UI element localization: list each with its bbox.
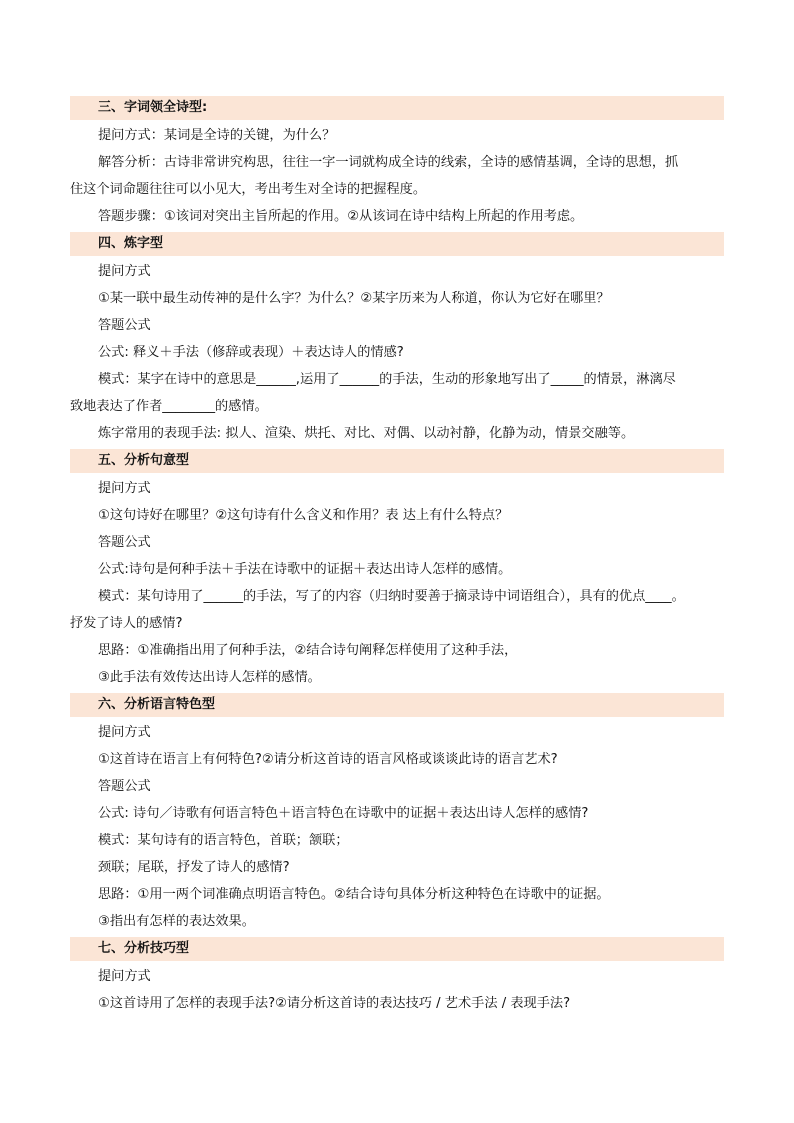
paragraph-line: 模式：某句诗有的语言特色，首联；颔联； bbox=[98, 833, 349, 848]
paragraph-line: ①这句诗好在哪里？②这句诗有什么含义和作用？表 达上有什么特点？ bbox=[98, 508, 509, 523]
section-heading: 七、分析技巧型 bbox=[70, 937, 724, 961]
paragraph-line: 答题公式 bbox=[98, 535, 151, 550]
document-page bbox=[70, 94, 724, 1017]
paragraph-line: 思路：①准确指出用了何种手法，②结合诗句阐释怎样使用了这种手法， bbox=[98, 643, 518, 658]
paragraph-line: 致地表达了作者________的感情。 bbox=[70, 399, 268, 414]
paragraph-line: 提问方式 bbox=[98, 725, 151, 740]
paragraph-line: 抒发了诗人的感情? bbox=[70, 616, 183, 631]
paragraph-line: ①这首诗在语言上有何特色?②请分析这首诗的语言风格或谈谈此诗的语言艺术? bbox=[98, 752, 558, 767]
paragraph-line: ③指出有怎样的表达效果。 bbox=[98, 914, 255, 929]
paragraph-line: ①某一联中最生动传神的是什么字？为什么？②某字历来为人称道，你认为它好在哪里？ bbox=[98, 291, 610, 306]
paragraph-line: 炼字常用的表现手法: 拟人、渲染、烘托、对比、对偶、以动衬静，化静为动，情景交融等。 bbox=[98, 426, 635, 441]
paragraph-line: 解答分析：古诗非常讲究构思，往往一字一词就构成全诗的线索，全诗的感情基调，全诗的思想，抓 bbox=[98, 155, 679, 170]
paragraph-line: 答题步骤：①该词对突出主旨所起的作用。②从该词在诗中结构上所起的作用考虑。 bbox=[98, 209, 584, 224]
paragraph-line: 答题公式 bbox=[98, 318, 151, 333]
paragraph-line: ③此手法有效传达出诗人怎样的感情。 bbox=[98, 670, 321, 685]
paragraph-line: 颈联；尾联，抒发了诗人的感情? bbox=[98, 860, 290, 875]
paragraph-line: 提问方式 bbox=[98, 264, 151, 279]
paragraph-line: 公式: 释义＋手法（修辞或表现）＋表达诗人的情感? bbox=[98, 345, 404, 360]
paragraph-line: 公式: 诗句／诗歌有何语言特色＋语言特色在诗歌中的证据＋表达出诗人怎样的感情? bbox=[98, 806, 589, 821]
paragraph-line: 提问方式：某词是全诗的关键，为什么？ bbox=[98, 128, 336, 143]
paragraph-line: 提问方式 bbox=[98, 969, 151, 984]
paragraph-line: 思路：①用一两个词准确点明语言特色。②结合诗句具体分析这种特色在诗歌中的证据。 bbox=[98, 887, 610, 902]
section-heading: 三、字词领全诗型: bbox=[70, 96, 724, 120]
section-heading: 五、分析句意型 bbox=[70, 449, 724, 473]
paragraph-line: 模式：某字在诗中的意思是______,运用了______的手法，生动的形象地写出了_____的情景，淋漓尽 bbox=[98, 372, 676, 387]
paragraph-line: 答题公式 bbox=[98, 779, 151, 794]
paragraph-line: ①这首诗用了怎样的表现手法?②请分析这首诗的表达技巧 / 艺术手法 / 表现手法? bbox=[98, 996, 571, 1011]
section-heading: 四、炼字型 bbox=[70, 232, 724, 256]
paragraph-line: 公式:诗句是何种手法＋手法在诗歌中的证据＋表达出诗人怎样的感情。 bbox=[98, 562, 512, 577]
paragraph-line: 住这个词命题往往可以小见大，考出考生对全诗的把握程度。 bbox=[70, 182, 427, 197]
paragraph-line: 提问方式 bbox=[98, 481, 151, 496]
section-heading: 六、分析语言特色型 bbox=[70, 693, 724, 717]
paragraph-line: 模式：某句诗用了______的手法，写了的内容（归纳时要善于摘录诗中词语组合），具有的优点____。 bbox=[98, 589, 685, 604]
